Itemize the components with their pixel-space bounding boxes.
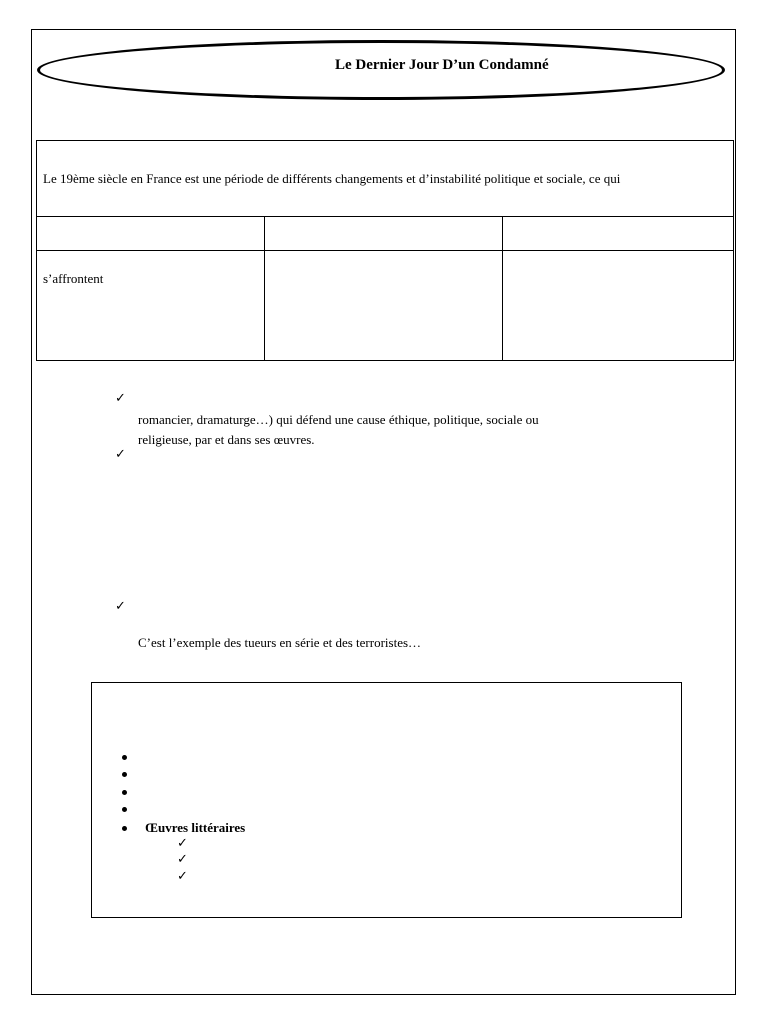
check-icon: ✓ (115, 599, 126, 614)
bullet-icon (122, 790, 127, 795)
intro-text: Le 19ème siècle en France est une période de différents changements et d’instabilité politique et sociale, ce qui (43, 170, 621, 186)
bullet-icon (122, 807, 127, 812)
check-icon: ✓ (177, 852, 188, 867)
table-cell (37, 251, 265, 361)
table-cell (503, 251, 734, 361)
check-icon: ✓ (177, 869, 188, 884)
table-cell (37, 217, 265, 251)
page-title: Le Dernier Jour D’un Condamné (335, 57, 549, 73)
cell-text: s’affrontent (43, 271, 104, 286)
list-item-text: romancier, dramaturge…) qui défend une cause éthique, politique, sociale ou (138, 412, 539, 427)
bullet-icon (122, 826, 127, 831)
check-icon: ✓ (115, 391, 126, 406)
intro-cell (37, 141, 734, 217)
check-icon: ✓ (115, 447, 126, 462)
list-item-text: religieuse, par et dans ses œuvres. (138, 432, 315, 447)
table-cell (265, 217, 503, 251)
info-table (36, 140, 734, 361)
table-cell (503, 217, 734, 251)
table-cell (265, 251, 503, 361)
bullet-label: Œuvres littéraires (145, 820, 246, 835)
list-item-text: C’est l’exemple des tueurs en série et des terroristes… (138, 635, 422, 650)
bullet-icon (122, 755, 127, 760)
check-icon: ✓ (177, 836, 188, 851)
bullet-icon (122, 772, 127, 777)
